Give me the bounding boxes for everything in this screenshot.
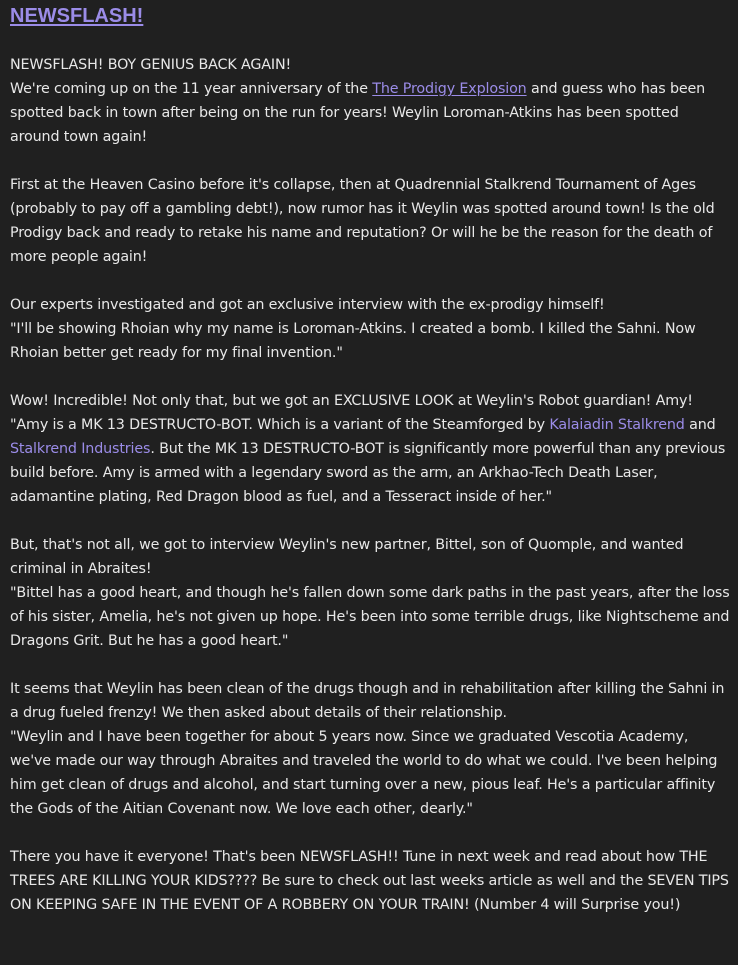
paragraph-intro bbox=[10, 53, 730, 149]
title-link[interactable]: NEWSFLASH! bbox=[10, 5, 144, 27]
intro-text-before: We're coming up on the 11 year anniversary of the bbox=[10, 81, 373, 97]
interview-quote: "I'll be showing Rhoian why my name is Loroman-Atkins. I created a bomb. I killed the Sahni. Now Rhoian better get ready for my final invention." bbox=[10, 321, 696, 361]
intro-headline: NEWSFLASH! BOY GENIUS BACK AGAIN! bbox=[10, 57, 292, 73]
closing-text: There you have it everyone! That's been NEWSFLASH!! Tune in next week and read about how THE TREES ARE KILLING YOUR KIDS???? Be sure to check out last weeks article as well and the SEVEN TIPS ON KEEPING SAFE IN THE EVENT OF A ROBBERY ON YOUR TRAIN! (Number 4 will Surprise you!) bbox=[10, 849, 729, 913]
intro-text-after: and guess who has been spotted back in town after being on the run for years! Weylin Loroman-Atkins has been spotted around town again! bbox=[10, 81, 706, 145]
paragraph-interview bbox=[10, 293, 730, 365]
page-title bbox=[10, 0, 730, 32]
partner-quote: "Bittel has a good heart, and though he's fallen down some dark paths in the past years, after the loss of his sister, Amelia, he's not given up hope. He's been into some terrible drugs, like Nightscheme and Dragons Grit. But he has a good heart." bbox=[10, 585, 730, 649]
article bbox=[10, 0, 730, 941]
kalaiadin-stalkrend-link[interactable]: Kalaiadin Stalkrend bbox=[549, 417, 685, 433]
partner-intro: But, that's not all, we got to interview Weylin's new partner, Bittel, son of Quomple, and wanted criminal in Abraites! bbox=[10, 537, 684, 577]
robot-quote-before: "Amy is a MK 13 DESTRUCTO-BOT. Which is a variant of the Steamforged by bbox=[10, 417, 550, 433]
prodigy-explosion-link[interactable]: The Prodigy Explosion bbox=[372, 81, 527, 97]
robot-intro: Wow! Incredible! Not only that, but we got an EXCLUSIVE LOOK at Weylin's Robot guardian! Amy! bbox=[10, 393, 693, 409]
relationship-quote: "Weylin and I have been together for about 5 years now. Since we graduated Vescotia Academy, we've made our way through Abraites and traveled the world to do what we could. I've been helping him get clean of drugs and alcohol, and start turning over a new, pious leaf. He's a particular affinity the Gods of the Aitian Covenant now. We love each other, dearly." bbox=[10, 729, 718, 817]
sightings-text: First at the Heaven Casino before it's collapse, then at Quadrennial Stalkrend Tournament of Ages (probably to pay off a gambling debt!), now rumor has it Weylin was spotted around town! Is the old Prodigy back and ready to retake his name and reputation? Or will he be the reason for the death of more people again! bbox=[10, 177, 715, 265]
paragraph-sightings bbox=[10, 173, 730, 269]
relationship-intro: It seems that Weylin has been clean of the drugs though and in rehabilitation after killing the Sahni in a drug fueled frenzy! We then asked about details of their relationship. bbox=[10, 681, 725, 721]
paragraph-closing bbox=[10, 845, 730, 917]
stalkrend-industries-link[interactable]: Stalkrend Industries bbox=[10, 441, 151, 457]
paragraph-relationship bbox=[10, 677, 730, 821]
robot-quote-mid: and bbox=[684, 417, 716, 433]
paragraph-robot bbox=[10, 389, 730, 509]
interview-intro: Our experts investigated and got an exclusive interview with the ex-prodigy himself! bbox=[10, 297, 605, 313]
paragraph-partner bbox=[10, 533, 730, 653]
robot-quote-after: . But the MK 13 DESTRUCTO-BOT is significantly more powerful than any previous build before. Amy is armed with a legendary sword as the arm, an Arkhao-Tech Death Laser, adamantine plating, Red Dragon blood as fuel, and a Tesseract inside of her." bbox=[10, 441, 726, 505]
